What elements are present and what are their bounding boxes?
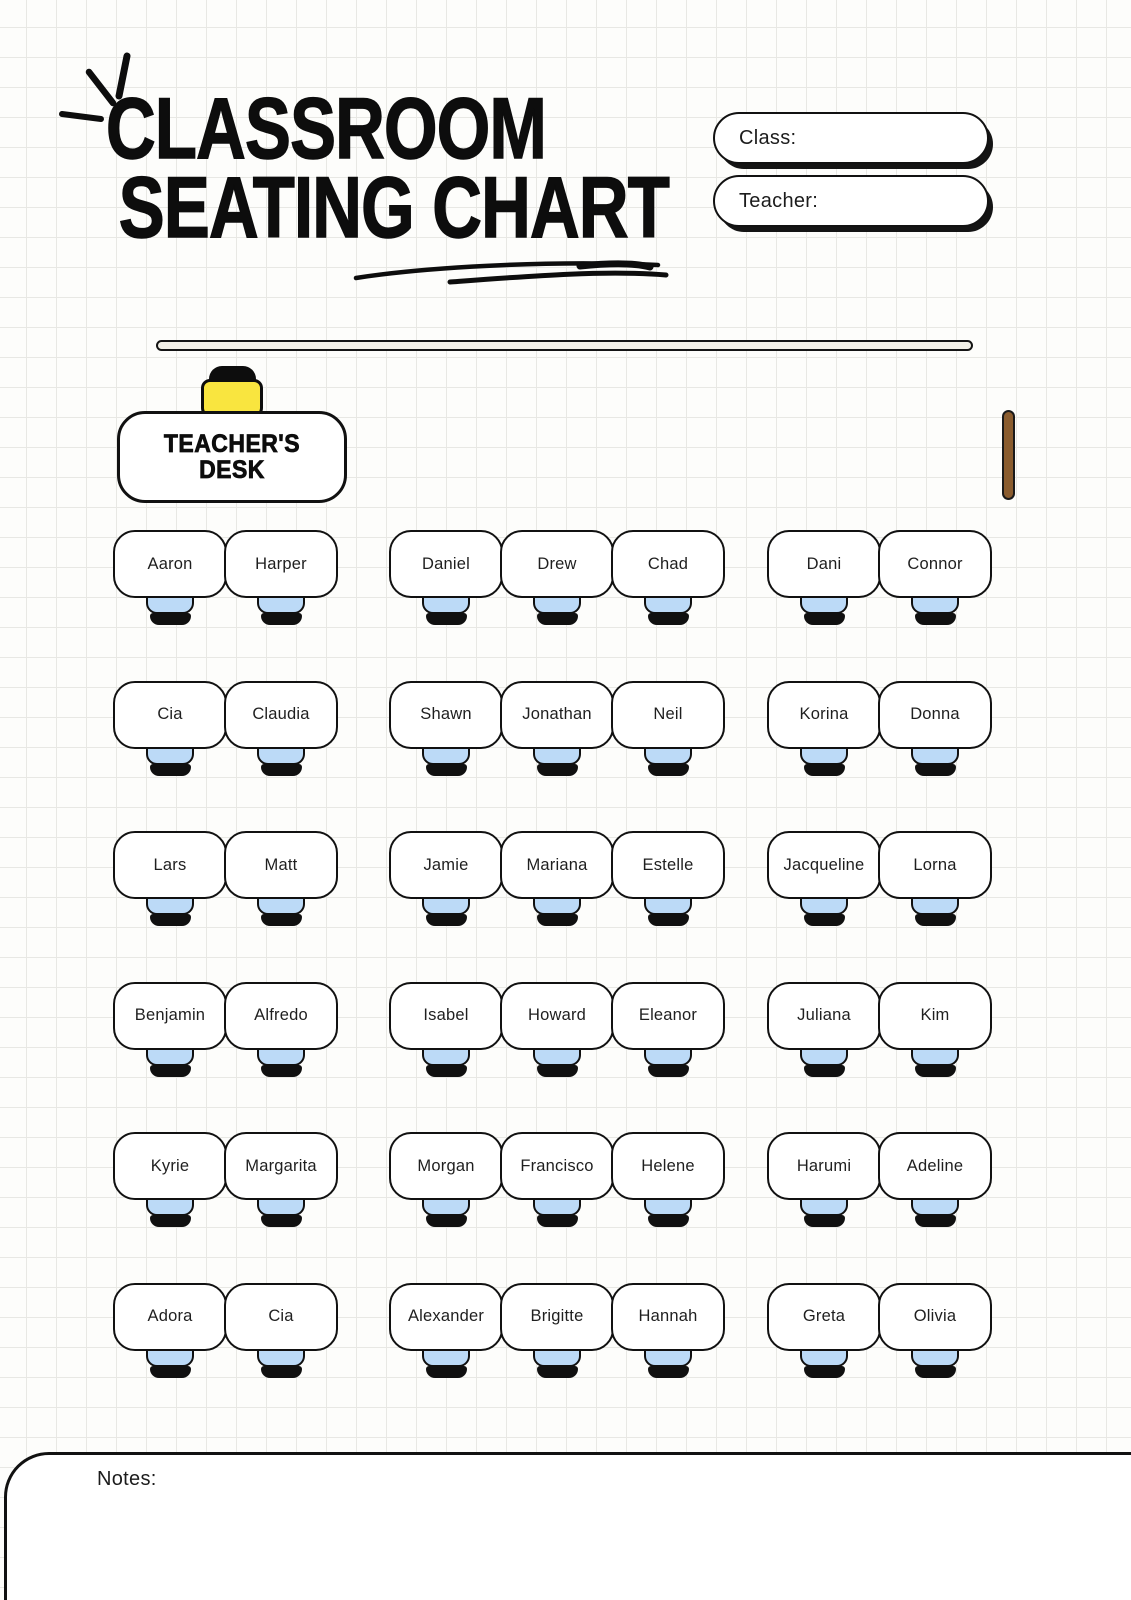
desk-name-slot <box>389 681 503 749</box>
desk-group <box>389 982 725 1077</box>
desk-name-slot <box>224 681 338 749</box>
desk-row-3 <box>0 831 1131 982</box>
student-desk[interactable] <box>113 1132 227 1227</box>
desk-name-slot <box>611 831 725 899</box>
student-name: Howard <box>527 1006 587 1024</box>
desk-row-6 <box>0 1283 1131 1434</box>
desk-row-1 <box>0 530 1131 681</box>
desk-group <box>767 831 992 926</box>
student-name: Helene <box>641 1156 695 1175</box>
desk-name-slot <box>113 530 227 598</box>
student-desk[interactable] <box>878 831 992 926</box>
page-title-line2: SEATING CHART <box>118 160 669 256</box>
student-name: Adora <box>147 1307 193 1325</box>
student-desk[interactable] <box>611 1283 725 1378</box>
desk-name-slot <box>611 1283 725 1351</box>
student-desk[interactable] <box>767 681 881 776</box>
desk-name-slot <box>224 1283 338 1351</box>
desk-name-slot <box>389 982 503 1050</box>
desk-name-slot <box>224 530 338 598</box>
student-name: Aaron <box>147 554 193 573</box>
page-title-line1: CLASSROOM <box>106 81 546 177</box>
student-name: Donna <box>910 705 960 723</box>
student-name: Olivia <box>913 1307 957 1325</box>
desk-name-slot <box>224 982 338 1050</box>
student-desk[interactable] <box>113 982 227 1077</box>
student-name: Drew <box>537 554 577 573</box>
student-name: Jacqueline <box>783 855 865 874</box>
header-fields <box>713 112 989 227</box>
student-name: Isabel <box>423 1006 469 1024</box>
desk-name-slot <box>767 530 881 598</box>
notes-area[interactable] <box>4 1452 1131 1600</box>
page-title <box>106 81 669 256</box>
student-name: Cia <box>157 705 183 723</box>
student-name: Francisco <box>520 1156 594 1175</box>
desk-row-2 <box>0 681 1131 832</box>
student-name: Morgan <box>417 1156 475 1175</box>
student-desk[interactable] <box>878 1132 992 1227</box>
student-desk[interactable] <box>878 1283 992 1378</box>
desk-name-slot <box>500 681 614 749</box>
student-name: Connor <box>907 554 963 573</box>
student-desk[interactable] <box>767 530 881 625</box>
student-name: Harumi <box>796 1156 852 1175</box>
teacher-chair-icon <box>201 366 263 417</box>
class-field[interactable] <box>713 112 989 164</box>
student-desk[interactable] <box>878 982 992 1077</box>
student-desk[interactable] <box>611 982 725 1077</box>
student-desk[interactable] <box>767 1283 881 1378</box>
desk-name-slot <box>500 1283 614 1351</box>
pointer-stick-icon <box>1002 410 1015 500</box>
student-name: Benjamin <box>134 1006 206 1024</box>
teacher-field[interactable] <box>713 175 989 227</box>
desk-group <box>113 1132 338 1227</box>
student-desk[interactable] <box>389 982 503 1077</box>
student-desk[interactable] <box>767 1132 881 1227</box>
desk-group <box>389 831 725 926</box>
teacher-desk <box>117 411 347 503</box>
student-desk[interactable] <box>113 1283 227 1378</box>
student-desk[interactable] <box>389 681 503 776</box>
student-name: Chad <box>647 554 689 573</box>
student-name: Harper <box>255 554 307 573</box>
student-desk[interactable] <box>500 982 614 1077</box>
student-desk[interactable] <box>224 530 338 625</box>
desk-name-slot <box>611 1132 725 1200</box>
student-desk[interactable] <box>500 1283 614 1378</box>
notes-label: Notes: <box>97 1468 157 1490</box>
student-desk[interactable] <box>389 1132 503 1227</box>
student-desk[interactable] <box>611 1132 725 1227</box>
desk-group <box>767 1283 992 1378</box>
teacher-label: Teacher: <box>739 189 819 212</box>
desk-name-slot <box>878 681 992 749</box>
student-name: Lars <box>153 855 187 874</box>
student-name: Brigitte <box>530 1307 584 1325</box>
student-name: Dani <box>806 554 842 573</box>
student-desk[interactable] <box>389 831 503 926</box>
student-desk[interactable] <box>389 1283 503 1378</box>
desk-name-slot <box>500 530 614 598</box>
student-name: Daniel <box>422 554 470 573</box>
student-name: Kyrie <box>150 1156 190 1175</box>
student-name: Alexander <box>407 1307 485 1325</box>
desk-group <box>113 530 338 625</box>
student-name: Matt <box>264 855 298 874</box>
desk-name-slot <box>113 681 227 749</box>
desk-group <box>389 681 725 776</box>
desk-name-slot <box>389 530 503 598</box>
desk-group <box>113 982 338 1077</box>
teacher-desk-label-line1: TEACHER'S <box>163 430 301 458</box>
desk-name-slot <box>878 1283 992 1351</box>
desk-name-slot <box>113 1132 227 1200</box>
desk-name-slot <box>224 1132 338 1200</box>
desk-group <box>113 681 338 776</box>
student-name: Lorna <box>913 855 957 874</box>
student-name: Adeline <box>906 1156 964 1175</box>
desk-name-slot <box>767 831 881 899</box>
student-name: Shawn <box>420 705 472 723</box>
desk-name-slot <box>500 982 614 1050</box>
desk-name-slot <box>500 831 614 899</box>
student-name: Mariana <box>526 855 588 874</box>
desk-group <box>767 982 992 1077</box>
student-name: Alfredo <box>254 1006 308 1024</box>
desk-name-slot <box>113 831 227 899</box>
whiteboard-line <box>156 340 973 351</box>
student-desk[interactable] <box>389 530 503 625</box>
desk-group <box>767 681 992 776</box>
desk-group <box>113 1283 338 1378</box>
student-desk[interactable] <box>224 982 338 1077</box>
desk-name-slot <box>500 1132 614 1200</box>
desk-name-slot <box>389 1283 503 1351</box>
student-desk[interactable] <box>224 681 338 776</box>
student-name: Hannah <box>638 1307 698 1325</box>
desk-name-slot <box>113 982 227 1050</box>
desk-row-5 <box>0 1132 1131 1283</box>
student-name: Estelle <box>642 855 694 874</box>
scribble-underline-icon <box>350 254 672 288</box>
student-name: Kim <box>920 1006 950 1024</box>
desk-group <box>389 1283 725 1378</box>
seating-area <box>0 530 1131 1433</box>
student-name: Greta <box>802 1307 846 1325</box>
class-label: Class: <box>739 126 797 149</box>
desk-name-slot <box>767 681 881 749</box>
student-desk[interactable] <box>500 530 614 625</box>
desk-name-slot <box>611 982 725 1050</box>
desk-name-slot <box>389 831 503 899</box>
desk-name-slot <box>389 1132 503 1200</box>
desk-name-slot <box>878 982 992 1050</box>
desk-name-slot <box>113 1283 227 1351</box>
student-desk[interactable] <box>500 681 614 776</box>
student-name: Claudia <box>252 705 310 723</box>
student-desk[interactable] <box>224 1283 338 1378</box>
student-name: Eleanor <box>638 1006 698 1024</box>
student-name: Jamie <box>423 855 469 874</box>
desk-name-slot <box>878 831 992 899</box>
desk-name-slot <box>767 1132 881 1200</box>
student-desk[interactable] <box>113 681 227 776</box>
student-desk[interactable] <box>878 681 992 776</box>
student-desk[interactable] <box>113 530 227 625</box>
teacher-desk-label-line2: DESK <box>199 456 265 484</box>
student-name: Cia <box>268 1307 294 1325</box>
student-desk[interactable] <box>611 831 725 926</box>
student-desk[interactable] <box>500 1132 614 1227</box>
student-desk[interactable] <box>878 530 992 625</box>
desk-group <box>767 1132 992 1227</box>
desk-name-slot <box>611 681 725 749</box>
desk-group <box>389 530 725 625</box>
student-desk[interactable] <box>767 982 881 1077</box>
student-desk[interactable] <box>224 1132 338 1227</box>
student-desk[interactable] <box>113 831 227 926</box>
student-name: Juliana <box>797 1006 851 1024</box>
desk-row-4 <box>0 982 1131 1133</box>
student-desk[interactable] <box>611 530 725 625</box>
desk-name-slot <box>878 530 992 598</box>
desk-group <box>389 1132 725 1227</box>
desk-group <box>113 831 338 926</box>
student-desk[interactable] <box>224 831 338 926</box>
desk-name-slot <box>767 1283 881 1351</box>
student-name: Korina <box>799 705 849 723</box>
student-name: Margarita <box>245 1156 317 1175</box>
student-desk[interactable] <box>500 831 614 926</box>
student-desk[interactable] <box>611 681 725 776</box>
student-desk[interactable] <box>767 831 881 926</box>
desk-group <box>767 530 992 625</box>
student-name: Jonathan <box>522 705 592 723</box>
desk-name-slot <box>878 1132 992 1200</box>
desk-name-slot <box>767 982 881 1050</box>
desk-name-slot <box>224 831 338 899</box>
desk-name-slot <box>611 530 725 598</box>
student-name: Neil <box>653 705 683 723</box>
